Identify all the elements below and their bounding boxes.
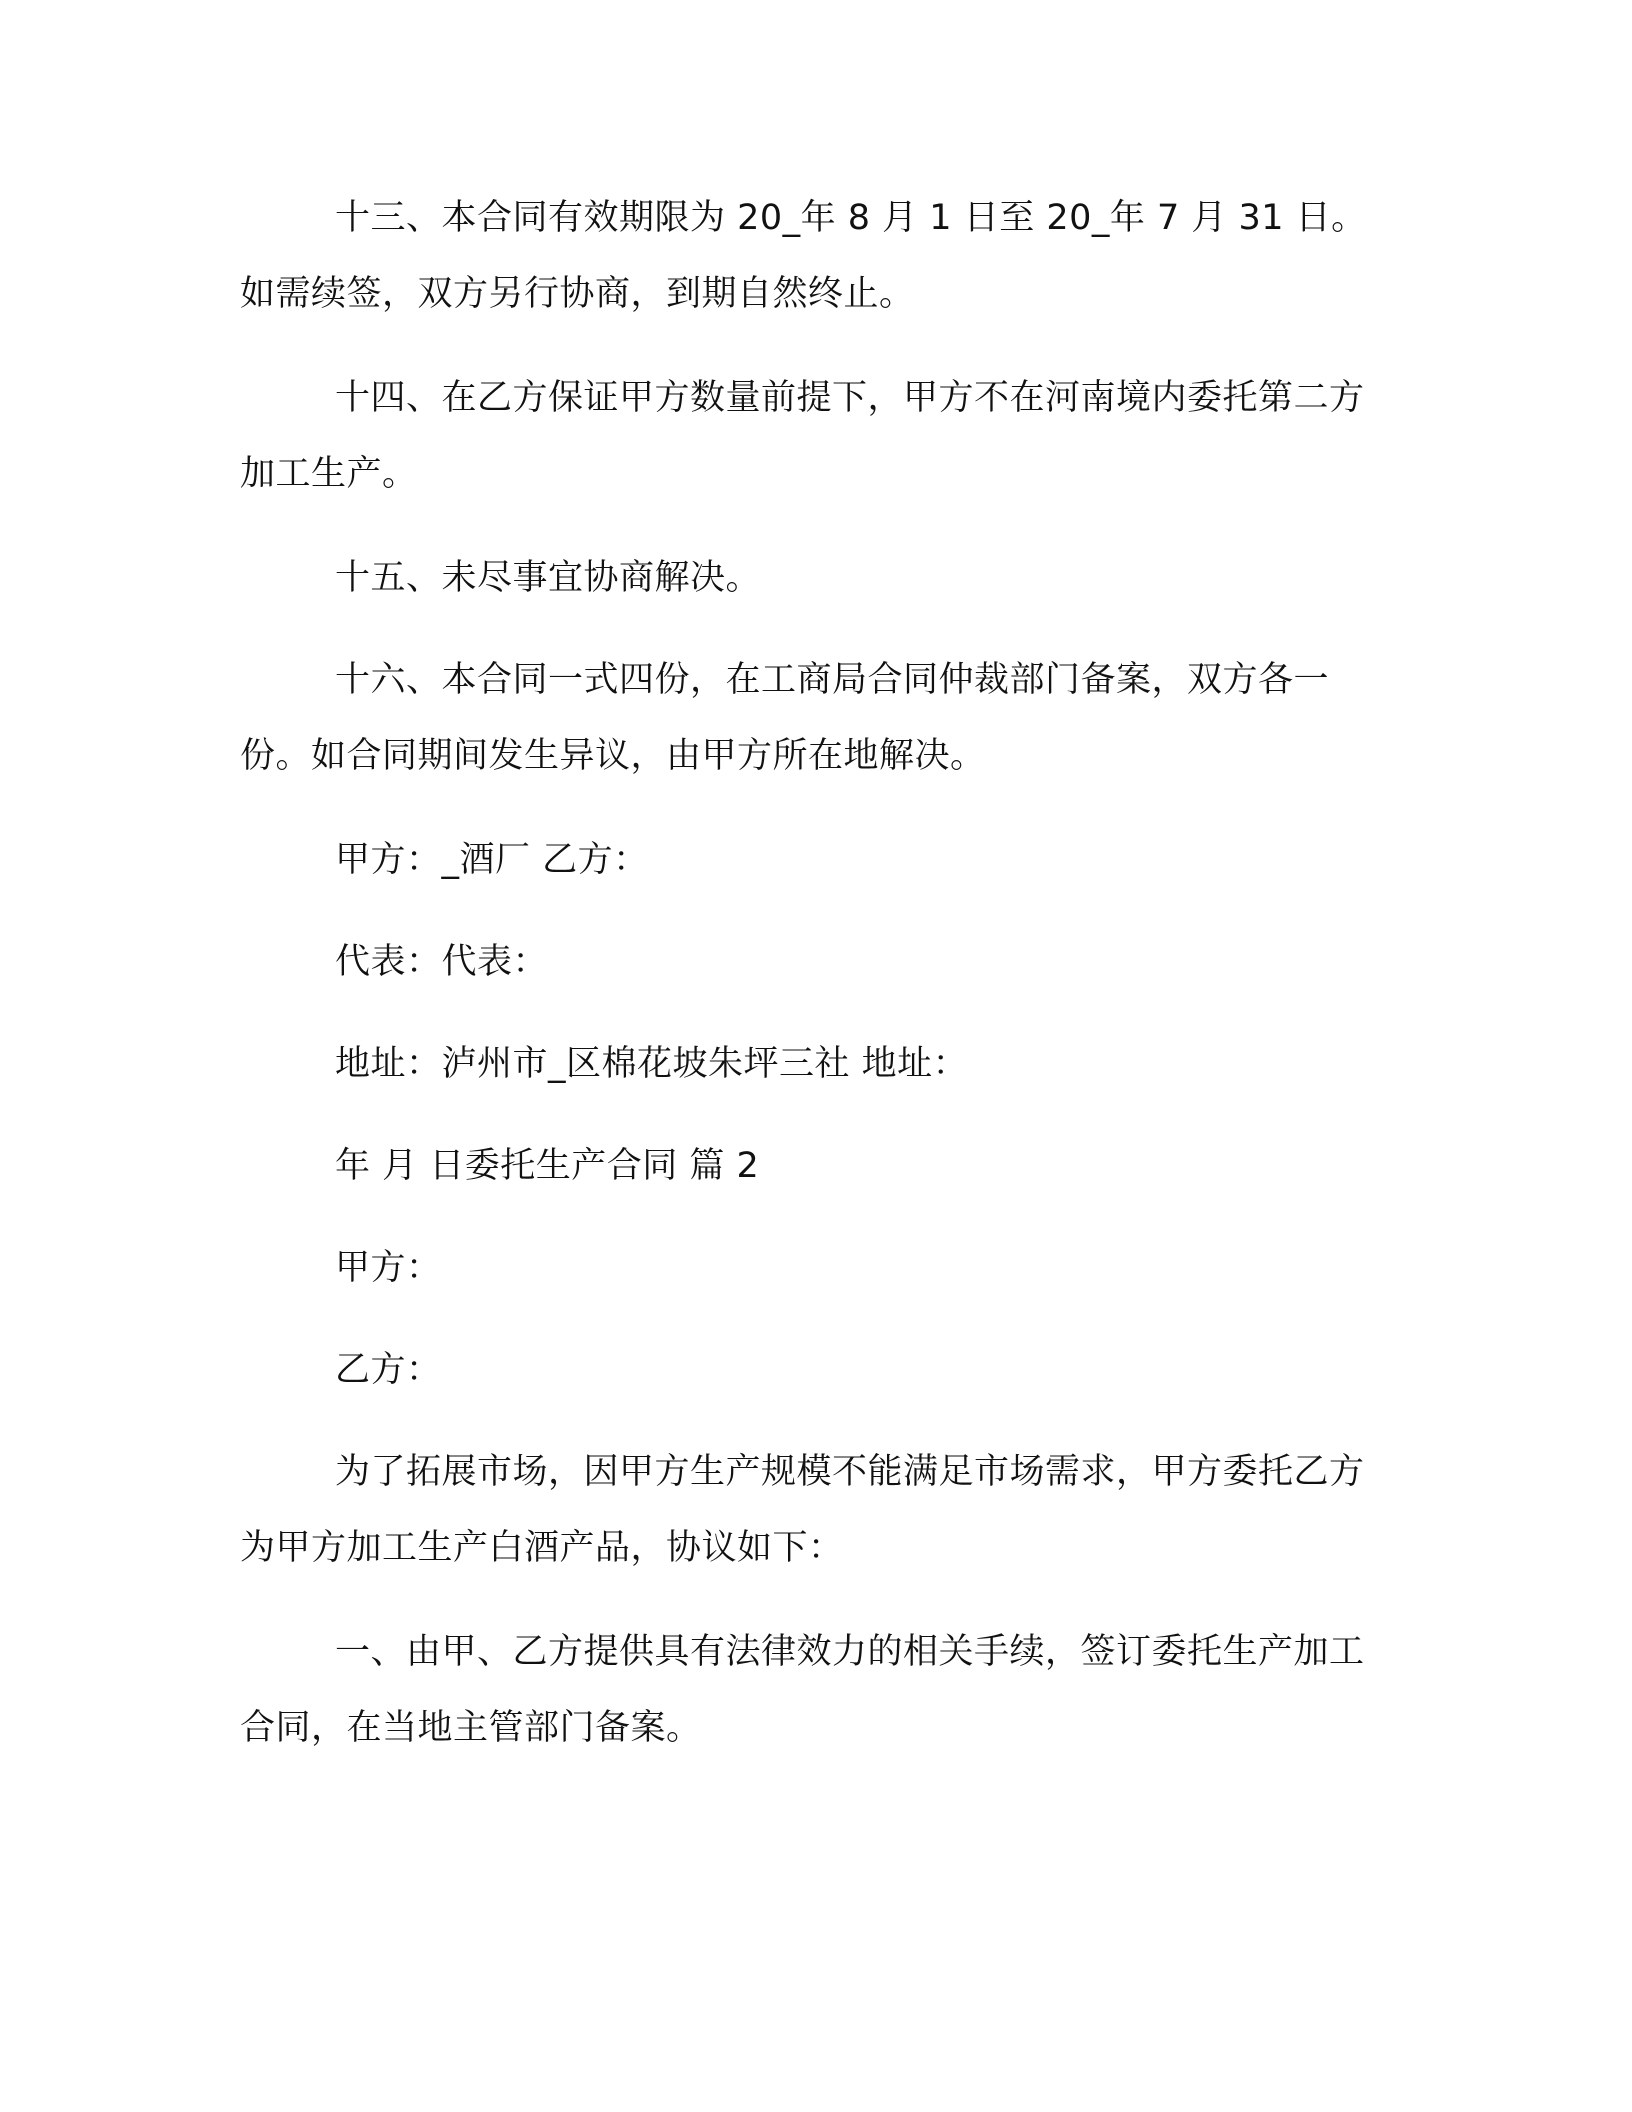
- clause-14: 十四、在乙方保证甲方数量前提下，甲方不在河南境内委托第二方加工生产。: [240, 378, 1365, 494]
- representative-line: 代表：代表：: [335, 942, 549, 982]
- contract-title-2: 年 月 日委托生产合同 篇 2: [335, 1146, 760, 1186]
- clause-16: 十六、本合同一式四份，在工商局合同仲裁部门备案，双方各一份。如合同期间发生异议，由甲方所在地解决。: [240, 660, 1330, 776]
- clause-13: 十三、本合同有效期限为 20_年 8 月 1 日至 20_年 7 月 31 日。如需续签，双方另行协商，到期自然终止。: [240, 198, 1367, 314]
- party-b-label: 乙方：: [335, 1350, 442, 1390]
- party-a-label: 甲方：: [335, 1248, 442, 1288]
- clause-15: 十五、未尽事宜协商解决。: [335, 558, 762, 598]
- intro-paragraph: 为了拓展市场，因甲方生产规模不能满足市场需求，甲方委托乙方为甲方加工生产白酒产品，协议如下：: [240, 1452, 1365, 1568]
- address-line: 地址：泸州市_区棉花坡朱坪三社 地址：: [335, 1044, 969, 1084]
- clause-1: 一、由甲、乙方提供具有法律效力的相关手续，签订委托生产加工合同，在当地主管部门备案。: [240, 1632, 1365, 1748]
- party-line: 甲方：_酒厂 乙方：: [335, 840, 649, 880]
